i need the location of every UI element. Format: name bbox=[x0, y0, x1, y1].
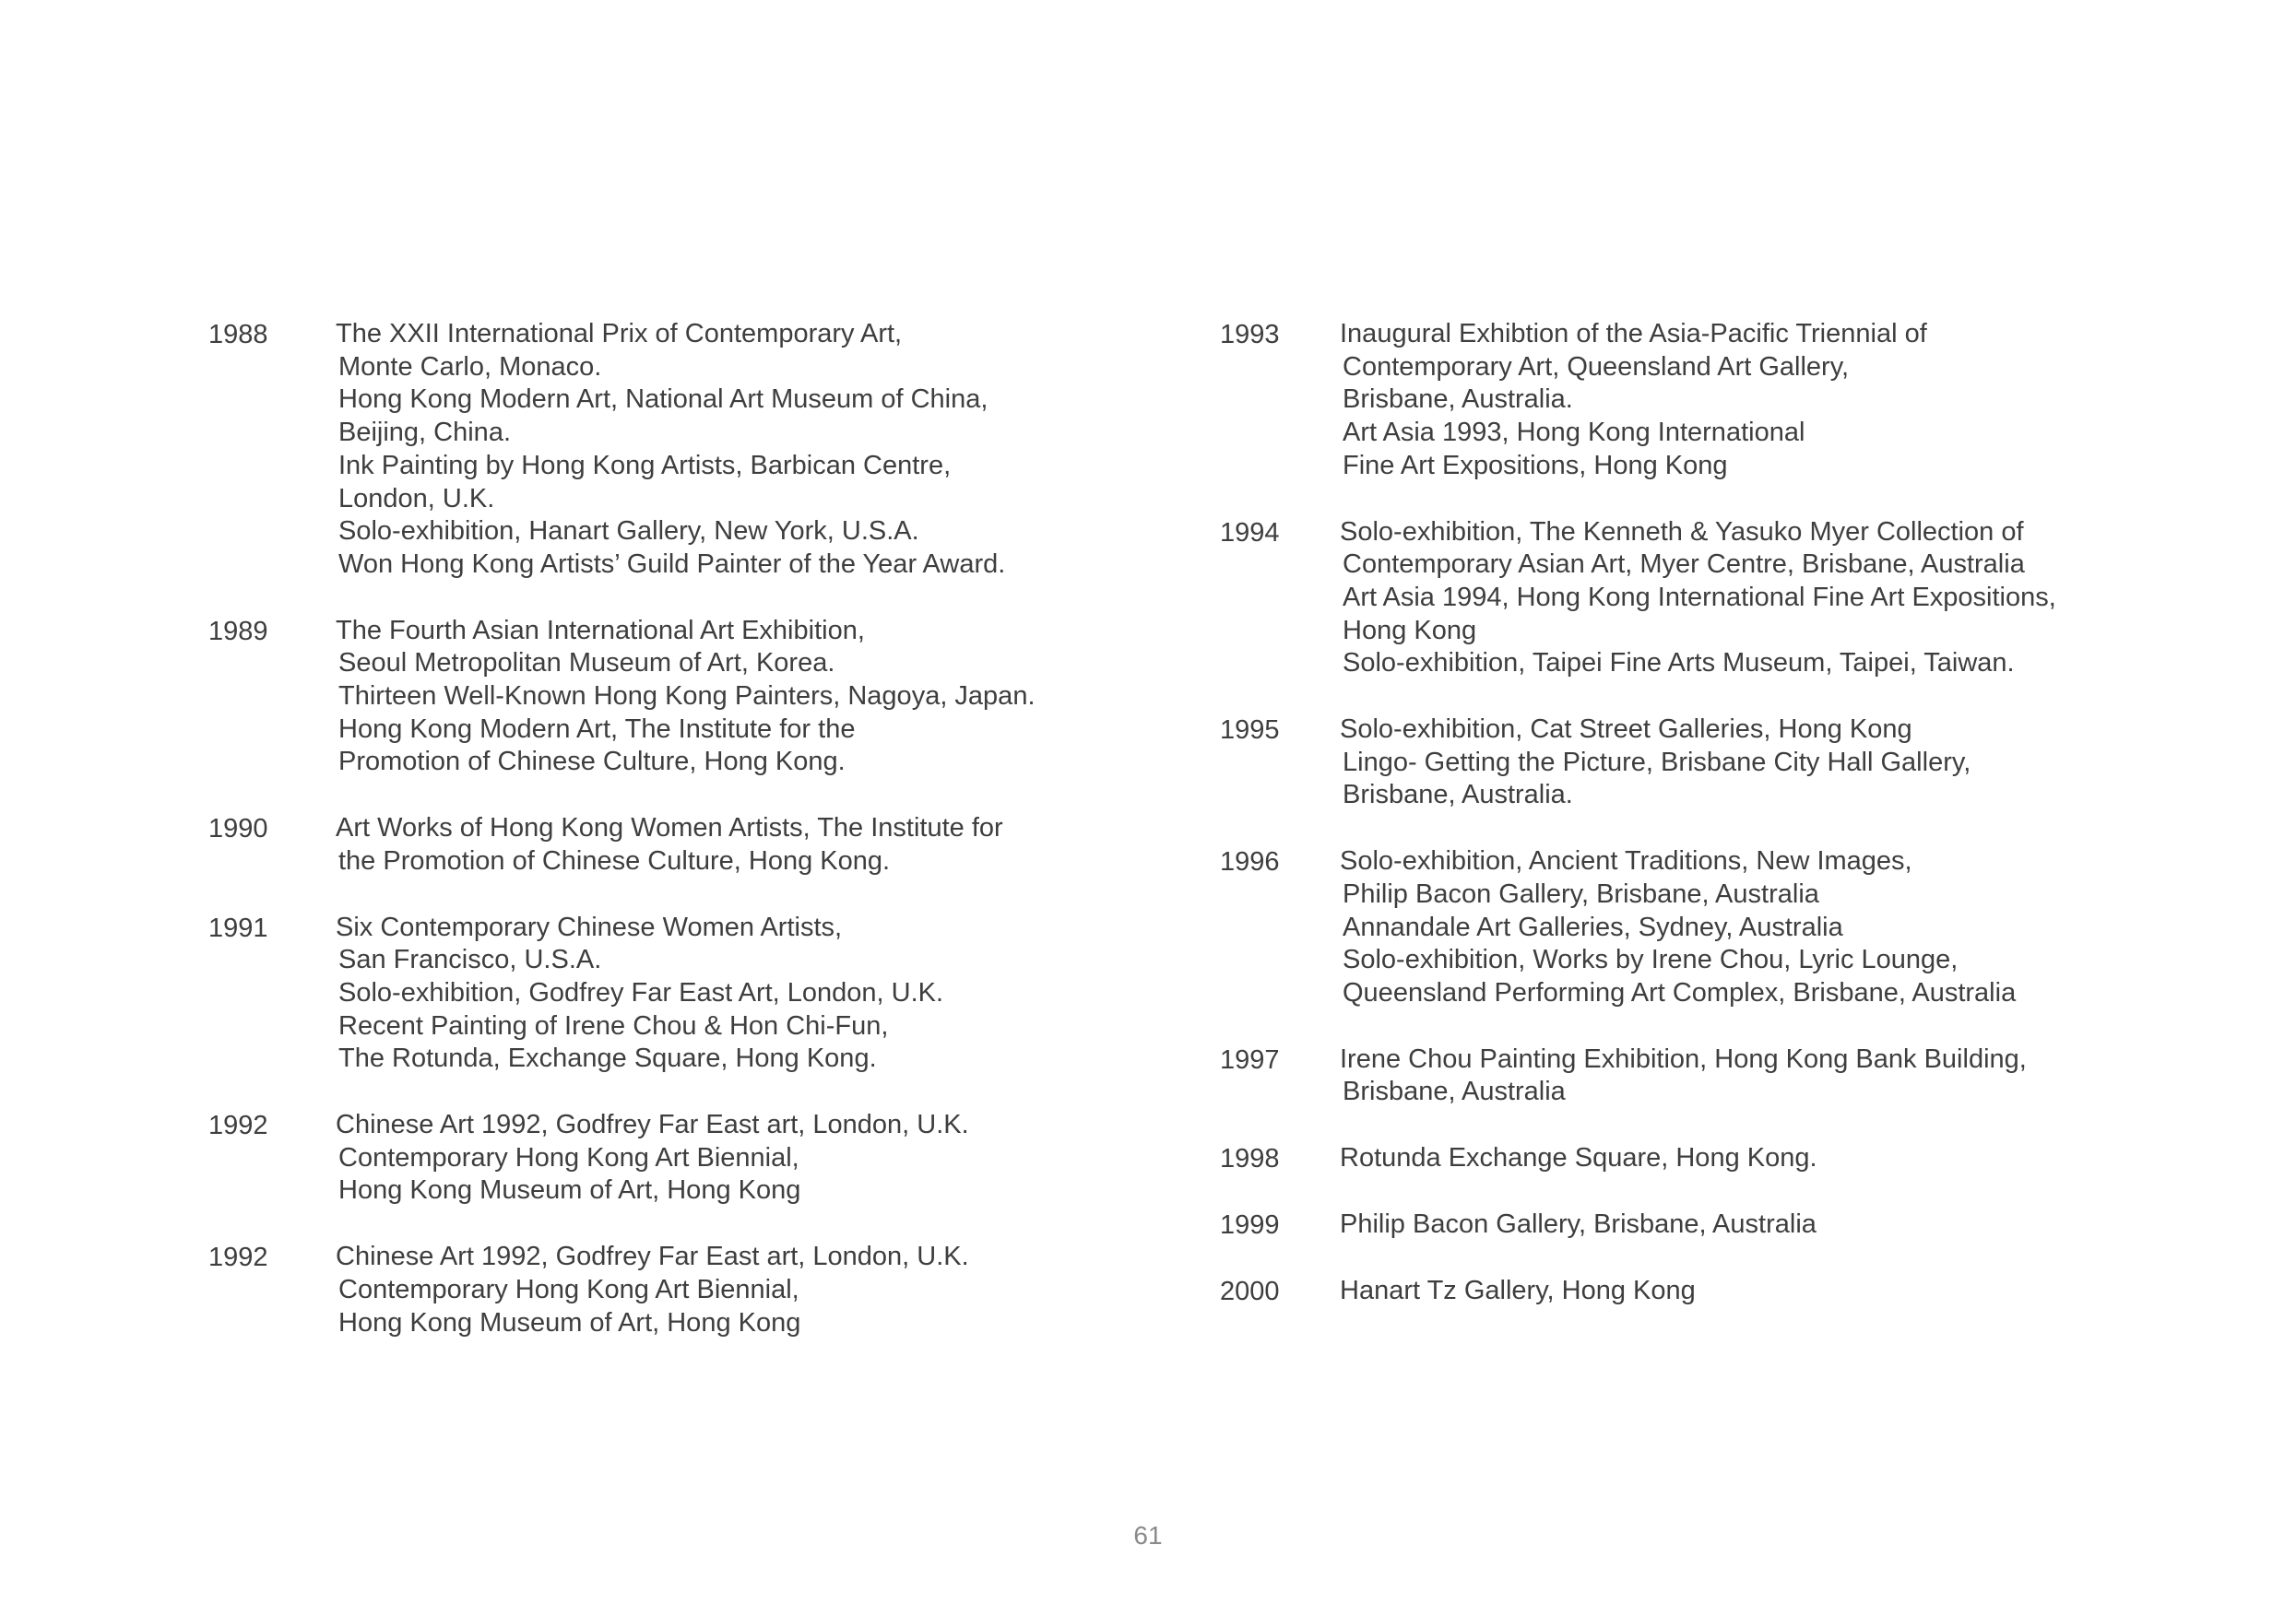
entry-line: Solo-exhibition, Works by Irene Chou, Lyric Lounge, bbox=[1343, 945, 1959, 975]
entry-line: Brisbane, Australia bbox=[1343, 1077, 1566, 1107]
entry-lines bbox=[336, 318, 1130, 582]
entry-line: The Fourth Asian International Art Exhibition, bbox=[336, 615, 865, 645]
entry-year: 1996 bbox=[1220, 847, 1280, 878]
entry-line: Recent Painting of Irene Chou & Hon Chi-Fun, bbox=[338, 1010, 889, 1041]
entry-lines bbox=[336, 812, 1130, 878]
entry-line: Solo-exhibition, Ancient Traditions, New Images, bbox=[1340, 846, 1912, 877]
entry-year: 1990 bbox=[208, 814, 268, 844]
entry-line: Art Works of Hong Kong Women Artists, The Institute for bbox=[336, 813, 1003, 843]
entry-line: Solo-exhibition, Hanart Gallery, New York, U.S.A. bbox=[338, 516, 919, 547]
exhibition-entry bbox=[1220, 714, 2234, 812]
entry-line: Won Hong Kong Artists’ Guild Painter of the Year Award. bbox=[338, 548, 1006, 579]
exhibition-entry bbox=[1220, 516, 2234, 681]
entry-line: Hong Kong Museum of Art, Hong Kong bbox=[338, 1307, 801, 1338]
entry-line: Solo-exhibition, The Kenneth & Yasuko Myer Collection of bbox=[1340, 516, 2024, 547]
entry-year: 2000 bbox=[1220, 1277, 1280, 1307]
entry-line: Ink Painting by Hong Kong Artists, Barbican Centre, bbox=[338, 450, 952, 480]
entry-line: Chinese Art 1992, Godfrey Far East art, London, U.K. bbox=[336, 1242, 969, 1272]
entry-lines bbox=[336, 1109, 1130, 1208]
entry-lines bbox=[336, 615, 1130, 780]
entry-line: Promotion of Chinese Culture, Hong Kong. bbox=[338, 747, 846, 777]
entry-line: Art Asia 1994, Hong Kong International Fine Art Expositions, bbox=[1343, 582, 2056, 612]
exhibition-entry bbox=[1220, 1142, 2234, 1175]
exhibition-entry bbox=[208, 912, 1130, 1077]
entry-line: Fine Art Expositions, Hong Kong bbox=[1343, 450, 1728, 480]
entry-lines bbox=[1340, 845, 2234, 1010]
entry-line: Hong Kong Museum of Art, Hong Kong bbox=[338, 1175, 801, 1206]
entry-line: London, U.K. bbox=[338, 483, 495, 513]
entry-line: Rotunda Exchange Square, Hong Kong. bbox=[1340, 1143, 1817, 1174]
entry-line: Seoul Metropolitan Museum of Art, Korea. bbox=[338, 648, 835, 678]
exhibition-entry bbox=[1220, 1044, 2234, 1109]
exhibition-entry bbox=[208, 1241, 1130, 1339]
entry-year: 1991 bbox=[208, 913, 268, 943]
entry-line: Hanart Tz Gallery, Hong Kong bbox=[1340, 1276, 1696, 1306]
exhibition-list-right bbox=[1220, 318, 2234, 1341]
entry-line: Inaugural Exhibtion of the Asia-Pacific Triennial of bbox=[1340, 319, 1927, 348]
exhibition-entry bbox=[1220, 318, 2234, 483]
entry-lines bbox=[1340, 1044, 2234, 1109]
entry-line: Thirteen Well-Known Hong Kong Painters, Nagoya, Japan. bbox=[338, 681, 1036, 712]
entry-line: Brisbane, Australia. bbox=[1343, 780, 1573, 810]
entry-year: 1992 bbox=[208, 1111, 268, 1141]
entry-line: Contemporary Hong Kong Art Biennial, bbox=[338, 1274, 799, 1304]
exhibition-list-left bbox=[208, 318, 1130, 1373]
entry-line: Hong Kong Modern Art, The Institute for the bbox=[338, 714, 856, 744]
exhibition-entry bbox=[208, 318, 1130, 582]
entry-line: Queensland Performing Art Complex, Brisbane, Australia bbox=[1343, 977, 2017, 1008]
entry-line: Contemporary Asian Art, Myer Centre, Brisbane, Australia bbox=[1343, 549, 2025, 580]
exhibition-entry bbox=[208, 1109, 1130, 1208]
entry-line: Beijing, China. bbox=[338, 418, 511, 448]
entry-year: 1999 bbox=[1220, 1210, 1280, 1241]
entry-line: Irene Chou Painting Exhibition, Hong Kong Bank Building, bbox=[1340, 1044, 2027, 1074]
entry-lines bbox=[1340, 318, 2234, 483]
entry-year: 1994 bbox=[1220, 517, 1280, 548]
entry-line: Solo-exhibition, Cat Street Galleries, Hong Kong bbox=[1340, 714, 1912, 745]
entry-line: the Promotion of Chinese Culture, Hong Kong. bbox=[338, 845, 891, 876]
entry-line: Solo-exhibition, Godfrey Far East Art, London, U.K. bbox=[338, 977, 944, 1008]
entry-line: Contemporary Hong Kong Art Biennial, bbox=[338, 1142, 799, 1173]
entry-lines bbox=[1340, 516, 2234, 681]
entry-year: 1992 bbox=[208, 1243, 268, 1273]
entry-line: Brisbane, Australia. bbox=[1343, 384, 1573, 415]
entry-line: The XXII International Prix of Contemporary Art, bbox=[336, 319, 903, 348]
exhibition-entry bbox=[1220, 1209, 2234, 1242]
entry-lines bbox=[336, 1241, 1130, 1339]
entry-line: Lingo- Getting the Picture, Brisbane City Hall Gallery, bbox=[1343, 747, 1971, 777]
entry-year: 1995 bbox=[1220, 715, 1280, 746]
entry-line: Monte Carlo, Monaco. bbox=[338, 351, 602, 382]
entry-year: 1993 bbox=[1220, 320, 1280, 349]
entry-line: The Rotunda, Exchange Square, Hong Kong. bbox=[338, 1044, 877, 1074]
entry-line: Hong Kong bbox=[1343, 615, 1477, 645]
entry-line: Philip Bacon Gallery, Brisbane, Australia bbox=[1343, 879, 1819, 909]
exhibition-entry bbox=[208, 615, 1130, 780]
entry-line: Hong Kong Modern Art, National Art Museum of China, bbox=[338, 384, 988, 415]
entry-year: 1988 bbox=[208, 320, 268, 349]
exhibition-entry bbox=[1220, 1275, 2234, 1308]
entry-line: San Francisco, U.S.A. bbox=[338, 945, 602, 975]
entry-line: Six Contemporary Chinese Women Artists, bbox=[336, 912, 843, 942]
entry-line: Annandale Art Galleries, Sydney, Australia bbox=[1343, 912, 1843, 942]
page-number: 61 bbox=[1133, 1521, 1163, 1550]
entry-line: Solo-exhibition, Taipei Fine Arts Museum, Taipei, Taiwan. bbox=[1343, 648, 2015, 678]
entry-lines bbox=[336, 912, 1130, 1077]
entry-year: 1998 bbox=[1220, 1144, 1280, 1174]
entry-lines bbox=[1340, 1142, 2234, 1175]
entry-lines bbox=[1340, 1275, 2234, 1308]
entry-lines bbox=[1340, 1209, 2234, 1242]
entry-line: Chinese Art 1992, Godfrey Far East art, London, U.K. bbox=[336, 1110, 969, 1140]
exhibition-entry bbox=[1220, 845, 2234, 1010]
entry-line: Art Asia 1993, Hong Kong International bbox=[1343, 418, 1805, 448]
entry-year: 1997 bbox=[1220, 1044, 1280, 1075]
entry-line: Philip Bacon Gallery, Brisbane, Australia bbox=[1340, 1209, 1817, 1240]
entry-line: Contemporary Art, Queensland Art Gallery, bbox=[1343, 351, 1850, 382]
exhibition-entry bbox=[208, 812, 1130, 878]
entry-lines bbox=[1340, 714, 2234, 812]
entry-year: 1989 bbox=[208, 616, 268, 646]
